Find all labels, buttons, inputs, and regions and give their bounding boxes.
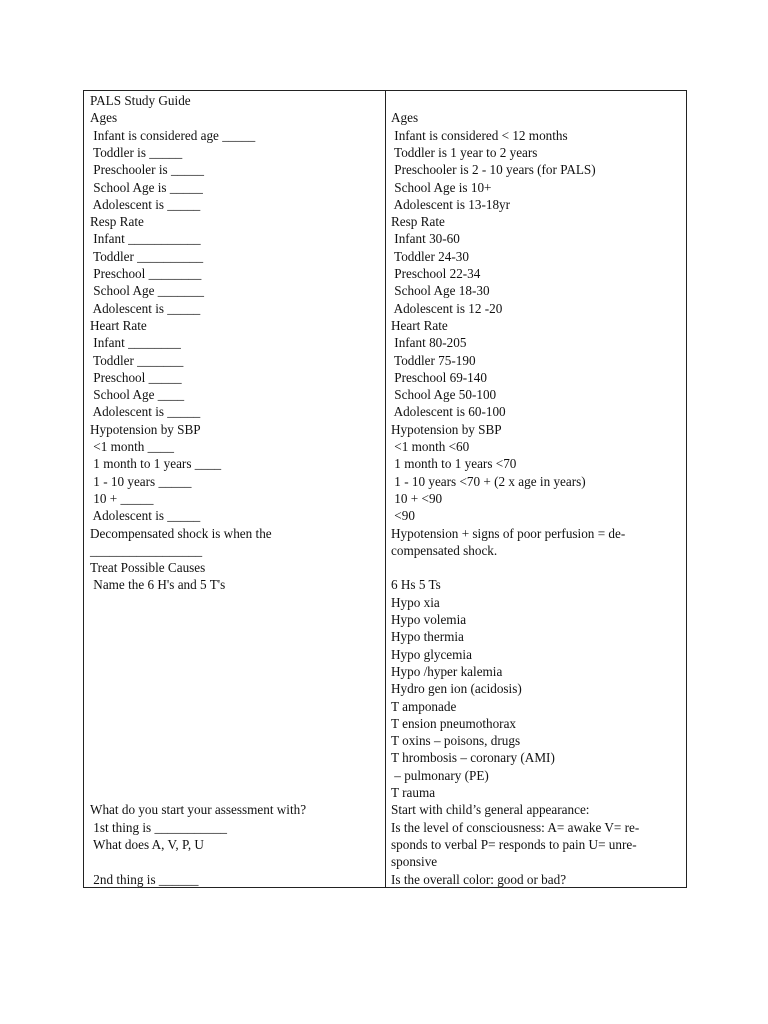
answer-line: 1 - 10 years <70 + (2 x age in years) bbox=[391, 473, 586, 489]
question-line: School Age is _____ bbox=[90, 179, 203, 195]
answer-line: Heart Rate bbox=[391, 317, 448, 333]
answer-line: T ension pneumothorax bbox=[391, 715, 517, 731]
question-line: Preschool ________ bbox=[90, 266, 202, 281]
question-line: Treat Possible Causes bbox=[90, 560, 206, 576]
question-line: Adolescent is _____ bbox=[90, 508, 201, 524]
question-line: PALS Study Guide bbox=[90, 93, 191, 108]
question-line: School Age _______ bbox=[90, 283, 204, 299]
answer-line: Hypotension by SBP bbox=[391, 421, 502, 437]
answer-line: Adolescent is 13-18yr bbox=[391, 196, 511, 212]
answer-line: <1 month <60 bbox=[391, 439, 470, 454]
question-line: Infant ________ bbox=[90, 335, 181, 351]
answer-line: Adolescent is 12 -20 bbox=[391, 300, 503, 316]
question-line: Toddler is _____ bbox=[90, 144, 183, 160]
answer-line: Adolescent is 60-100 bbox=[391, 404, 506, 420]
question-line: Hypotension by SBP bbox=[90, 421, 201, 437]
answer-line: 1 month to 1 years <70 bbox=[391, 456, 517, 472]
question-line: Infant is considered age _____ bbox=[90, 127, 256, 143]
answer-line: compensated shock. bbox=[391, 542, 498, 558]
question-line: Toddler __________ bbox=[90, 248, 204, 264]
answer-line: Infant 80-205 bbox=[391, 335, 467, 351]
question-line: Resp Rate bbox=[90, 214, 144, 230]
column-divider bbox=[385, 91, 386, 887]
answer-line: Ages bbox=[391, 110, 419, 126]
question-line: What do you start your assessment with? bbox=[90, 802, 307, 818]
answer-line: Hydro gen ion (acidosis) bbox=[391, 681, 522, 697]
answer-line: Is the overall color: good or bad? bbox=[391, 871, 567, 887]
study-guide-table bbox=[83, 90, 687, 888]
answer-line: Is the level of consciousness: A= awake V= re- bbox=[391, 819, 640, 835]
answer-line: Preschool 69-140 bbox=[391, 369, 487, 385]
question-line: 2nd thing is ______ bbox=[90, 871, 199, 887]
question-line: Adolescent is _____ bbox=[90, 196, 201, 212]
answer-line: School Age is 10+ bbox=[391, 179, 492, 195]
question-line: 10 + _____ bbox=[90, 490, 154, 506]
answer-line: Toddler 24-30 bbox=[391, 248, 469, 264]
answer-line: Preschool 22-34 bbox=[391, 266, 481, 281]
question-line: What does A, V, P, U bbox=[90, 836, 204, 852]
question-line: Infant ___________ bbox=[90, 231, 201, 247]
answer-line: Infant is considered < 12 months bbox=[391, 127, 568, 143]
answer-line: sponds to verbal P= responds to pain U= unre- bbox=[391, 836, 637, 852]
question-line: Decompensated shock is when the bbox=[90, 525, 272, 541]
answer-line: T oxins – poisons, drugs bbox=[391, 733, 521, 749]
question-line: Adolescent is _____ bbox=[90, 404, 201, 420]
question-line: Preschooler is _____ bbox=[90, 162, 204, 178]
question-line: Name the 6 H's and 5 T's bbox=[90, 577, 226, 593]
question-line: Heart Rate bbox=[90, 317, 147, 333]
answer-line: Toddler 75-190 bbox=[391, 352, 476, 368]
answer-line: 6 Hs 5 Ts bbox=[391, 577, 441, 593]
answer-line: Hypo /hyper kalemia bbox=[391, 663, 503, 679]
answer-line: School Age 50-100 bbox=[391, 387, 497, 403]
answer-line: Toddler is 1 year to 2 years bbox=[391, 144, 538, 160]
question-line: _________________ bbox=[90, 542, 203, 558]
answer-line: School Age 18-30 bbox=[391, 283, 490, 299]
answer-line: 10 + <90 bbox=[391, 490, 443, 506]
question-line: Adolescent is _____ bbox=[90, 300, 201, 316]
answer-line: Hypo glycemia bbox=[391, 646, 472, 662]
answer-line: sponsive bbox=[391, 854, 438, 870]
answer-line: Hypo volemia bbox=[391, 612, 467, 627]
answer-line: Preschooler is 2 - 10 years (for PALS) bbox=[391, 162, 596, 178]
question-line: School Age ____ bbox=[90, 387, 185, 403]
answer-line: Resp Rate bbox=[391, 214, 445, 230]
answer-line: T amponade bbox=[391, 698, 457, 714]
answer-line: Start with child’s general appearance: bbox=[391, 802, 590, 818]
answer-line: Hypo thermia bbox=[391, 629, 464, 645]
question-line: 1 - 10 years _____ bbox=[90, 473, 192, 489]
answer-line: T rauma bbox=[391, 785, 436, 800]
answer-line: – pulmonary (PE) bbox=[391, 767, 489, 783]
question-line: Ages bbox=[90, 110, 118, 126]
question-line: 1 month to 1 years ____ bbox=[90, 456, 222, 472]
answer-line: T hrombosis – coronary (AMI) bbox=[391, 750, 555, 766]
question-line: Preschool _____ bbox=[90, 369, 182, 385]
question-line: 1st thing is ___________ bbox=[90, 819, 228, 835]
question-line: <1 month ____ bbox=[90, 439, 174, 454]
answer-line: <90 bbox=[391, 508, 415, 524]
answer-line: Hypo xia bbox=[391, 594, 440, 610]
question-line: Toddler _______ bbox=[90, 352, 184, 368]
answer-line: Infant 30-60 bbox=[391, 231, 460, 247]
answer-line: Hypotension + signs of poor perfusion = de- bbox=[391, 525, 626, 541]
